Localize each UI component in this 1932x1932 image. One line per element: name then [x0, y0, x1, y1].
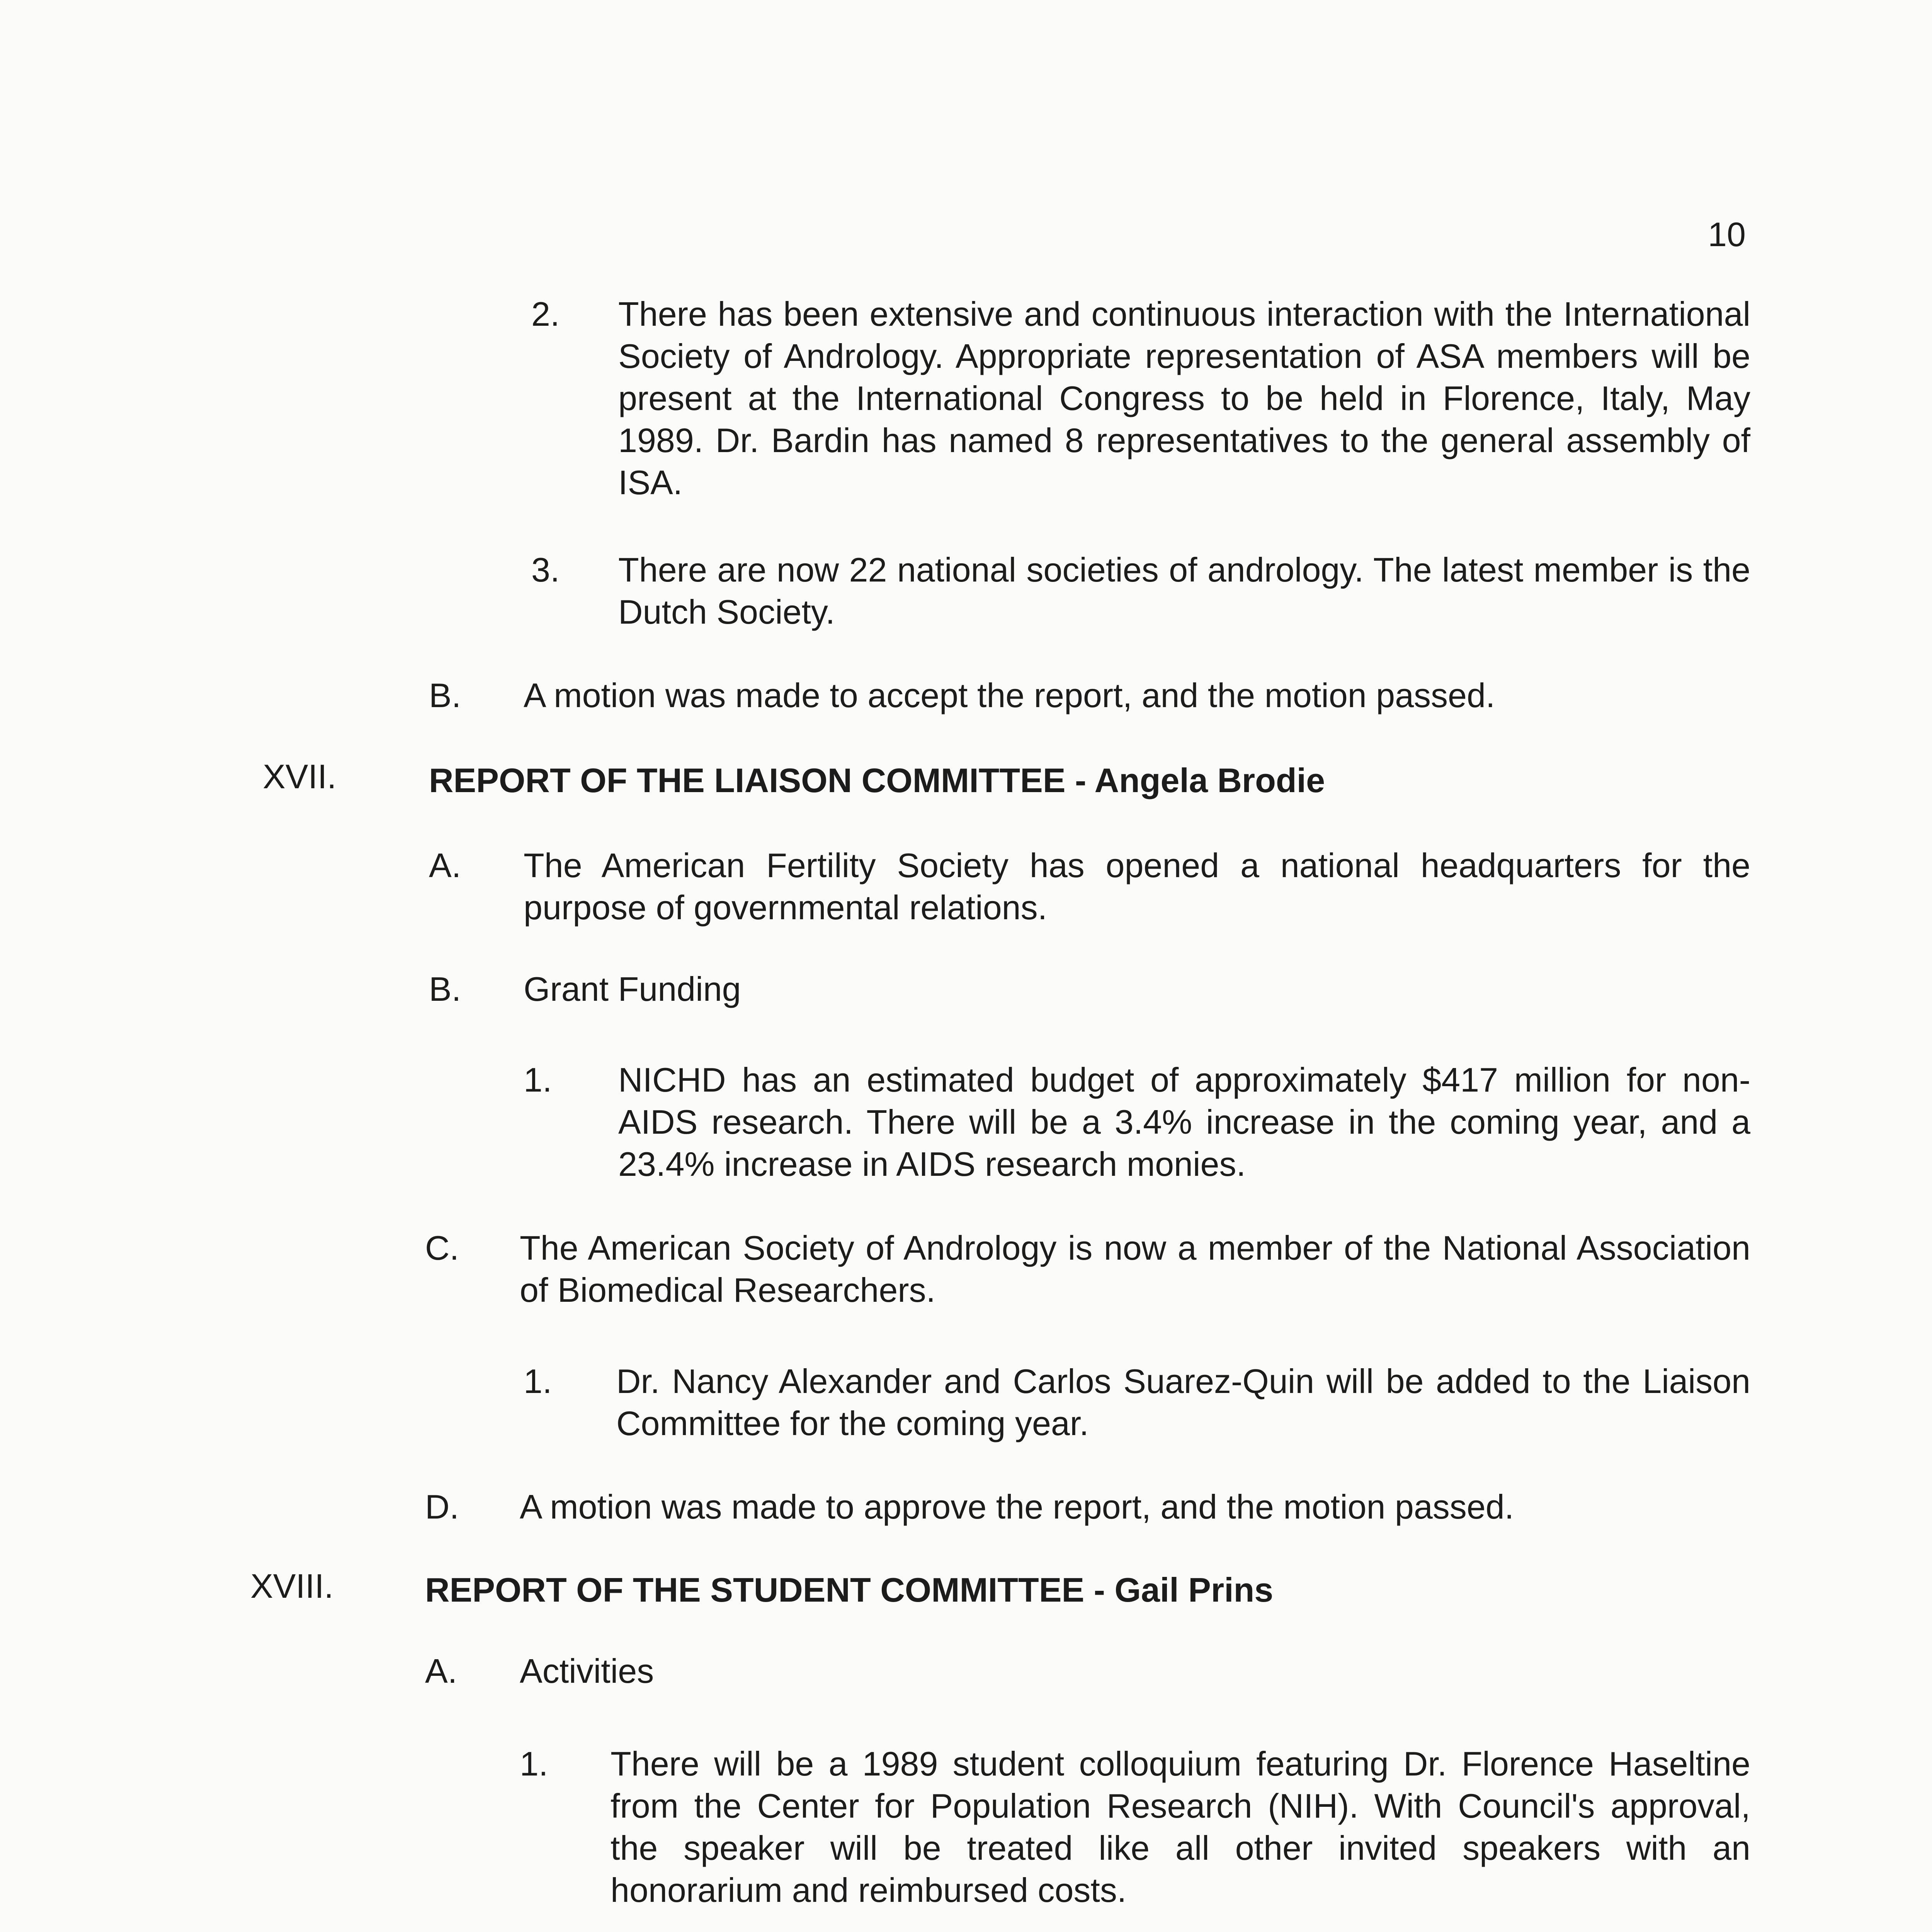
- xvii-item-d-text: A motion was made to approve the report, and the motion passed.: [520, 1488, 1514, 1526]
- xvii-item-b-letter: B.: [429, 970, 461, 1008]
- section-xvii-numeral: XVII.: [263, 757, 337, 796]
- xvii-item-c1-number: 1.: [524, 1362, 552, 1400]
- activity-1-text: There will be a 1989 student colloquium featuring Dr. Florence Haseltine from the Center for Population Research (NIH). With Council's approval, the speaker will be treated like all other invited speakers with an honorarium and reimbursed costs.: [611, 1745, 1750, 1909]
- page-number: 10: [1708, 215, 1746, 253]
- xvii-item-c-letter: C.: [425, 1229, 459, 1267]
- section-xviii-numeral: XVIII.: [250, 1567, 334, 1605]
- xvii-item-b1-text: NICHD has an estimated budget of approximately $417 million for non-AIDS research. There will be a 3.4% increase in the coming year, and a 23.4% increase in AIDS research monies.: [618, 1061, 1750, 1183]
- xvii-item-b1-number: 1.: [524, 1061, 552, 1099]
- xvii-item-b-text: Grant Funding: [524, 970, 741, 1008]
- xviii-item-a-text: Activities: [520, 1652, 654, 1690]
- xviii-item-a-letter: A.: [425, 1652, 457, 1690]
- xvii-item-c1-text: Dr. Nancy Alexander and Carlos Suarez-Quin will be added to the Liaison Committee for the coming year.: [616, 1362, 1750, 1442]
- section-xviii-heading: REPORT OF THE STUDENT COMMITTEE - Gail Prins: [425, 1571, 1274, 1609]
- xvii-item-c-text: The American Society of Andrology is now a member of the National Association of Biomedical Researchers.: [520, 1229, 1750, 1309]
- isa-item-3-number: 3.: [531, 551, 560, 589]
- isa-item-2-number: 2.: [531, 295, 560, 333]
- prev-motion-text: A motion was made to accept the report, and the motion passed.: [524, 676, 1495, 714]
- prev-motion-letter: B.: [429, 676, 461, 714]
- xvii-item-a-letter: A.: [429, 846, 461, 884]
- section-xvii-heading: REPORT OF THE LIAISON COMMITTEE - Angela Brodie: [429, 761, 1325, 799]
- isa-item-2-text: There has been extensive and continuous interaction with the International Society of Andrology. Appropriate representation of ASA members will be present at the International Congress to be held in Florence, Italy, May 1989. Dr. Bardin has named 8 representatives to the general assembly of ISA.: [618, 295, 1750, 502]
- xvii-item-d-letter: D.: [425, 1488, 459, 1526]
- activity-1-number: 1.: [520, 1745, 548, 1783]
- xvii-item-a-text: The American Fertility Society has opened a national headquarters for the purpose of governmental relations.: [524, 846, 1750, 927]
- isa-item-3-text: There are now 22 national societies of andrology. The latest member is the Dutch Society.: [618, 551, 1750, 631]
